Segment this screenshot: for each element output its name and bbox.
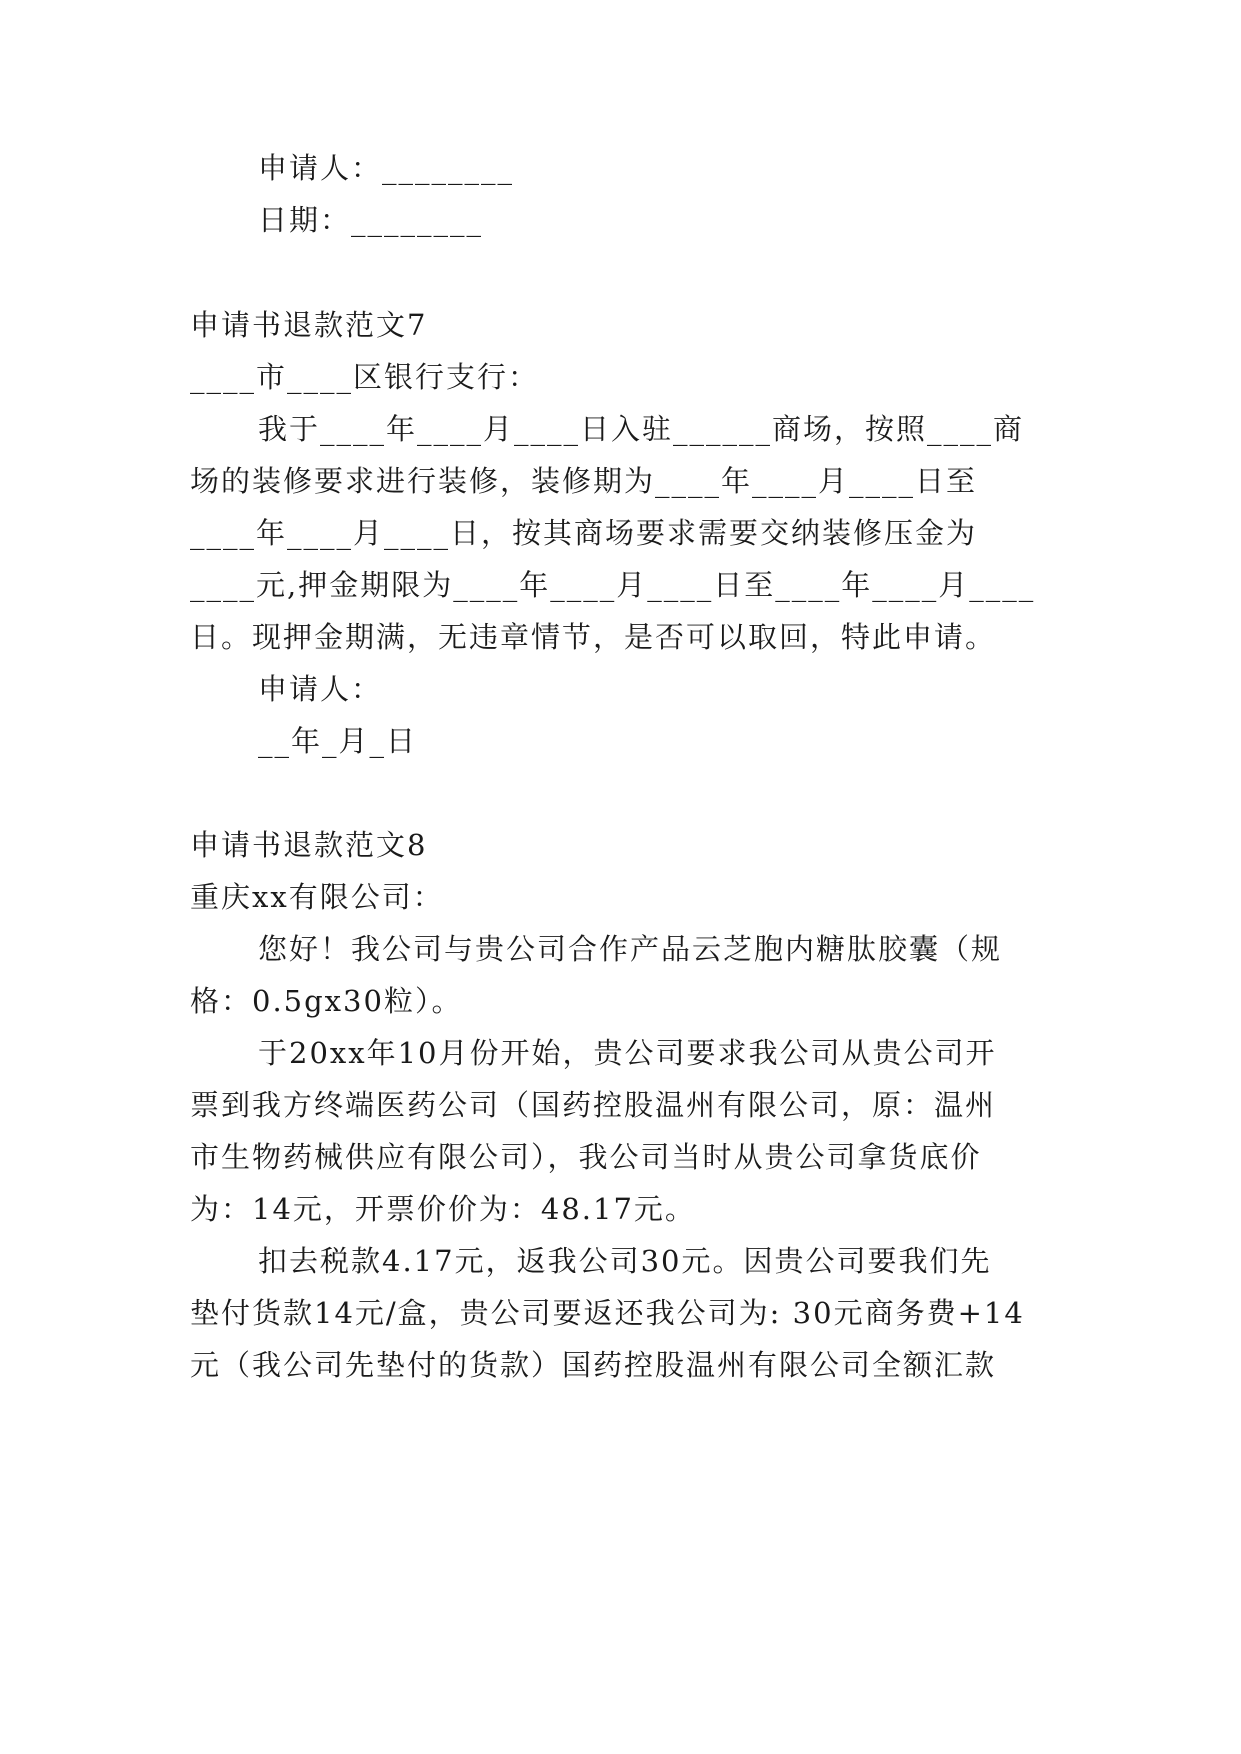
- section-7-body-line: 场的装修要求进行装修，装修期为____年____月____日至: [190, 464, 978, 498]
- section-8-para-line: 您好！我公司与贵公司合作产品云芝胞内糖肽胶囊（规: [258, 932, 1003, 966]
- section-8-para-line: 垫付货款14元/盒，贵公司要返还我公司为: 30元商务费+14: [190, 1296, 1025, 1330]
- date-line: 日期：________: [258, 203, 484, 237]
- section-7-body-line: 我于____年____月____日入驻______商场，按照____商: [258, 412, 1025, 446]
- section-7-heading: 申请书退款范文7: [190, 308, 428, 342]
- section-8-para-line: 格：0.5gx30粒）。: [190, 984, 463, 1018]
- section-8-para-line: 为：14元，开票价价为：48.17元。: [190, 1192, 696, 1226]
- section-7-body-line: ____年____月____日，按其商场要求需要交纳装修压金为: [190, 516, 978, 550]
- section-8-heading: 申请书退款范文8: [190, 828, 428, 862]
- section-8-para-line: 扣去税款4.17元，返我公司30元。因贵公司要我们先: [258, 1244, 992, 1278]
- section-7-body-line: ____元,押金期限为____年____月____日至____年____月____: [190, 568, 1036, 602]
- section-8-addressee: 重庆xx有限公司：: [190, 880, 444, 914]
- section-7-body-line: 日。现押金期满，无违章情节，是否可以取回，特此申请。: [190, 620, 997, 654]
- section-8-para-line: 元（我公司先垫付的货款）国药控股温州有限公司全额汇款: [190, 1348, 997, 1382]
- applicant-line: 申请人：________: [258, 151, 515, 185]
- section-8-para-line: 于20xx年10月份开始，贵公司要求我公司从贵公司开: [258, 1036, 997, 1070]
- section-7-applicant: 申请人：: [258, 672, 383, 706]
- section-8-para-line: 市生物药械供应有限公司），我公司当时从贵公司拿货底价: [190, 1140, 982, 1174]
- section-7-addressee: ____市____区银行支行：: [190, 360, 540, 394]
- section-8-para-line: 票到我方终端医药公司（国药控股温州有限公司，原：温州: [190, 1088, 997, 1122]
- section-7-date: __年_月_日: [258, 724, 418, 758]
